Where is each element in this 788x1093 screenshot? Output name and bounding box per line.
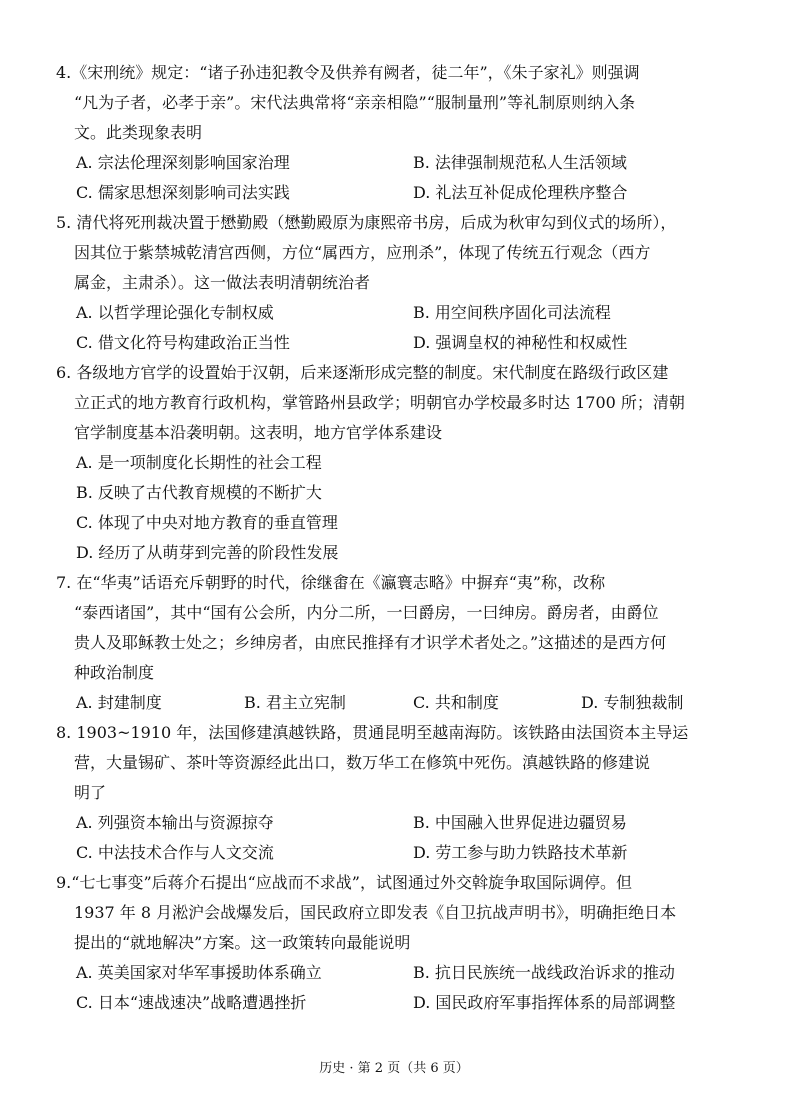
question-5-option-b[interactable]: B. 用空间秩序固化司法流程 bbox=[413, 303, 611, 322]
question-9-options-row-2 bbox=[56, 988, 740, 1018]
question-6-line-3: 官学制度基本沿袭明朝。这表明，地方官学体系建设 bbox=[74, 423, 443, 442]
question-7-option-c[interactable]: C. 共和制度 bbox=[413, 693, 499, 712]
question-9-option-c[interactable]: C. 日本“速战速决”战略遭遇挫折 bbox=[76, 993, 307, 1012]
question-7-options-row bbox=[56, 688, 740, 718]
question-5-option-c[interactable]: C. 借文化符号构建政治正当性 bbox=[76, 333, 290, 352]
question-5-options-row-2 bbox=[56, 328, 740, 358]
question-8-option-c[interactable]: C. 中法技术合作与人文交流 bbox=[76, 843, 274, 862]
question-8-options-row-2 bbox=[56, 838, 740, 868]
question-9-line-2: 1937 年 8 月淞沪会战爆发后，国民政府立即发表《自卫抗战声明书》，明确拒绝日本 bbox=[74, 903, 677, 922]
question-7 bbox=[56, 568, 740, 718]
question-7-line-4: 种政治制度 bbox=[74, 663, 155, 682]
question-4-option-d[interactable]: D. 礼法互补促成伦理秩序整合 bbox=[413, 183, 628, 202]
question-7-option-b[interactable]: B. 君主立宪制 bbox=[244, 693, 346, 712]
question-5-option-a[interactable]: A. 以哲学理论强化专制权威 bbox=[76, 303, 274, 322]
question-4-options-row-1 bbox=[56, 148, 740, 178]
question-6-option-a[interactable]: A. 是一项制度化长期性的社会工程 bbox=[76, 453, 322, 472]
question-9-option-a[interactable]: A. 英美国家对华军事援助体系确立 bbox=[76, 963, 322, 982]
question-6-line-1: 6. 各级地方官学的设置始于汉朝，后来逐渐形成完整的制度。宋代制度在路级行政区建 bbox=[56, 363, 669, 382]
question-6-option-b[interactable]: B. 反映了古代教育规模的不断扩大 bbox=[76, 483, 322, 502]
question-6-option-d[interactable]: D. 经历了从萌芽到完善的阶段性发展 bbox=[76, 543, 339, 562]
question-8-option-a[interactable]: A. 列强资本输出与资源掠夺 bbox=[76, 813, 274, 832]
question-4-options-row-2 bbox=[56, 178, 740, 208]
page-footer: 历史 · 第 2 页（共 6 页） bbox=[319, 1061, 469, 1076]
question-5-option-d[interactable]: D. 强调皇权的神秘性和权威性 bbox=[413, 333, 628, 352]
question-5-line-3: 属金，主肃杀）。这一做法表明清朝统治者 bbox=[74, 273, 371, 292]
question-4-option-a[interactable]: A. 宗法伦理深刻影响国家治理 bbox=[76, 153, 290, 172]
question-8-option-b[interactable]: B. 中国融入世界促进边疆贸易 bbox=[413, 813, 627, 832]
question-4-option-b[interactable]: B. 法律强制规范私人生活领域 bbox=[413, 153, 627, 172]
question-8 bbox=[56, 718, 740, 868]
question-5-line-1: 5. 清代将死刑裁决置于懋勤殿（懋勤殿原为康熙帝书房，后成为秋审勾到仪式的场所）， bbox=[56, 213, 677, 232]
question-4-line-1: 4.《宋刑统》规定：“诸子孙违犯教令及供养有阙者，徒二年”，《朱子家礼》则强调 bbox=[56, 63, 640, 82]
question-4-line-3: 文。此类现象表明 bbox=[74, 123, 203, 142]
question-6-line-2: 立正式的地方教育行政机构，掌管路州县政学；明朝官办学校最多时达 1700 所；清朝 bbox=[74, 393, 685, 412]
question-5-line-2: 因其位于紫禁城乾清宫西侧，方位“属西方，应刑杀”，体现了传统五行观念（西方 bbox=[74, 243, 651, 262]
question-9-option-b[interactable]: B. 抗日民族统一战线政治诉求的推动 bbox=[413, 963, 675, 982]
question-9-line-1: 9.“七七事变”后蒋介石提出“应战而不求战”，试图通过外交斡旋争取国际调停。但 bbox=[56, 873, 632, 892]
question-5 bbox=[56, 208, 740, 358]
question-7-line-2: “泰西诸国”，其中“国有公会所，内分二所，一曰爵房，一曰绅房。爵房者，由爵位 bbox=[74, 603, 659, 622]
question-7-option-d[interactable]: D. 专制独裁制 bbox=[581, 693, 684, 712]
question-7-line-3: 贵人及耶稣教士处之；乡绅房者，由庶民推择有才识学术者处之。”这描述的是西方何 bbox=[74, 633, 667, 652]
question-6-option-c[interactable]: C. 体现了中央对地方教育的垂直管理 bbox=[76, 513, 338, 532]
question-5-options-row-1 bbox=[56, 298, 740, 328]
question-8-line-3: 明了 bbox=[74, 783, 107, 802]
question-6 bbox=[56, 358, 740, 568]
question-8-options-row-1 bbox=[56, 808, 740, 838]
question-9-options-row-1 bbox=[56, 958, 740, 988]
question-4 bbox=[56, 58, 740, 208]
question-7-line-1: 7. 在“华夷”话语充斥朝野的时代，徐继畬在《瀛寰志略》中摒弃“夷”称，改称 bbox=[56, 573, 606, 592]
question-7-option-a[interactable]: A. 封建制度 bbox=[76, 693, 162, 712]
question-8-line-2: 营，大量锡矿、茶叶等资源经此出口，数万华工在修筑中死伤。滇越铁路的修建说 bbox=[74, 753, 651, 772]
question-9-line-3: 提出的“就地解决”方案。这一政策转向最能说明 bbox=[74, 933, 411, 952]
question-8-line-1: 8. 1903~1910 年，法国修建滇越铁路，贯通昆明至越南海防。该铁路由法国资本主导运 bbox=[56, 723, 689, 742]
question-4-option-c[interactable]: C. 儒家思想深刻影响司法实践 bbox=[76, 183, 290, 202]
question-8-option-d[interactable]: D. 劳工参与助力铁路技术革新 bbox=[413, 843, 628, 862]
question-9 bbox=[56, 868, 740, 1018]
question-9-option-d[interactable]: D. 国民政府军事指挥体系的局部调整 bbox=[413, 993, 676, 1012]
question-4-line-2: “凡为子者，必孝于亲”。宋代法典常将“亲亲相隐”“服制量刑”等礼制原则纳入条 bbox=[74, 93, 636, 112]
